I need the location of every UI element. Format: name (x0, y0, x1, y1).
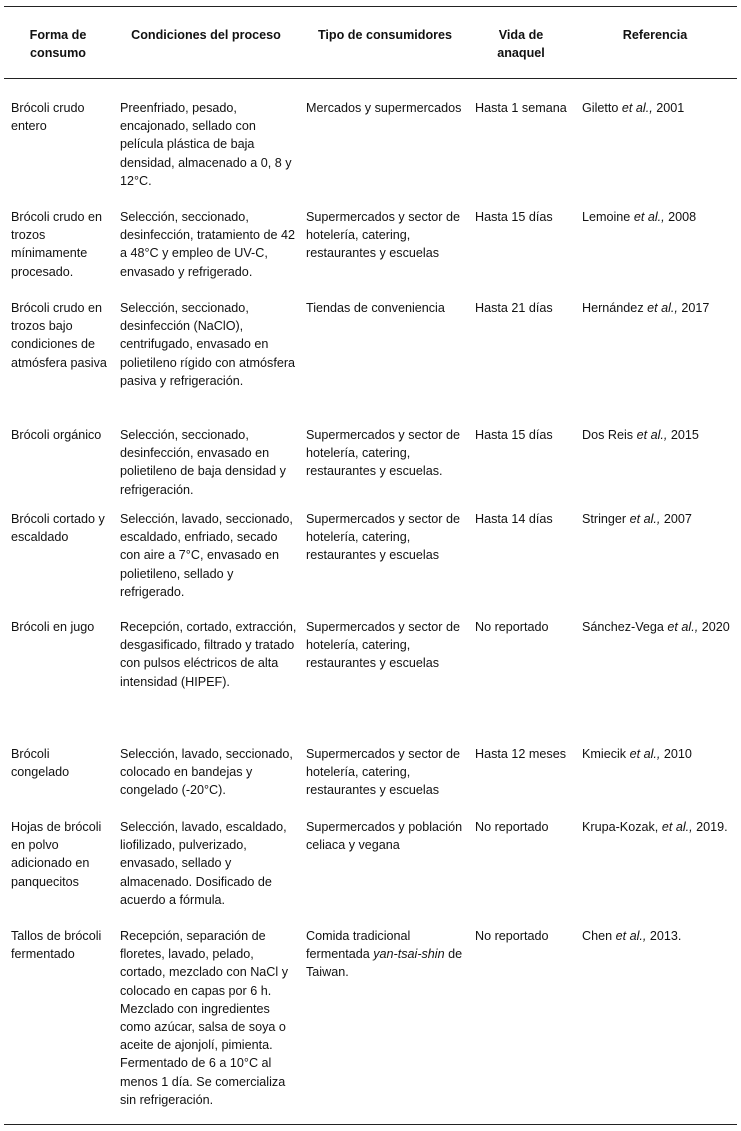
ref-year: 2008 (664, 210, 697, 224)
ref-author: Kmiecik (582, 747, 630, 761)
cell-forma: Brócoli crudo en trozos mínimamente procesado. (11, 210, 103, 279)
cell-consumidores: Tiendas de conveniencia (306, 301, 445, 315)
cell-referencia (582, 426, 737, 444)
bottom-rule (4, 1124, 737, 1125)
cell-referencia (582, 927, 737, 945)
cell-vida: No reportado (475, 929, 549, 943)
cell-vida: Hasta 14 días (475, 512, 553, 526)
ref-year: 2019. (692, 820, 728, 834)
cell-condiciones: Recepción, cortado, extracción, desgasificado, filtrado y tratado con pulsos eléctricos de alta intensidad (HIPEF). (120, 620, 297, 689)
ref-etal: et al., (629, 512, 661, 526)
cell-referencia (582, 510, 737, 528)
cell-consumidores: Supermercados y sector de hotelería, catering, restaurantes y escuelas (306, 747, 460, 798)
cell-referencia (582, 745, 737, 763)
header-vida: Vida de anaquel (497, 28, 545, 61)
cell-consumidores: Supermercados y sector de hotelería, catering, restaurantes y escuelas (306, 620, 460, 671)
cell-condiciones: Selección, seccionado, desinfección, tratamiento de 42 a 48°C y empleo de UV-C, envasado y refrigerado. (120, 210, 296, 279)
cell-consumidores: Supermercados y población celiaca y vegana (306, 820, 463, 853)
header-forma: Forma de consumo (29, 28, 87, 61)
ref-year: 2007 (660, 512, 692, 526)
header-condiciones: Condiciones del proceso (131, 28, 281, 42)
cell-condiciones: Selección, lavado, seccionado, colocado en bandejas y congelado (-20°C). (120, 747, 293, 798)
cell-vida: No reportado (475, 820, 549, 834)
ref-author: Hernández (582, 301, 648, 315)
cell-referencia (582, 818, 737, 836)
top-rule (4, 6, 737, 7)
ref-year: 2001 (652, 101, 685, 115)
ref-year: 2017 (677, 301, 710, 315)
cell-condiciones: Selección, lavado, seccionado, escaldado, enfriado, secado con aire a 7°C, envasado en polietileno, sellado y refrigerado. (120, 512, 293, 599)
header-consumidores: Tipo de consumidores (317, 28, 453, 42)
cell-referencia (582, 99, 737, 117)
header-rule (4, 78, 737, 79)
ref-author: Giletto (582, 101, 622, 115)
ref-year: 2020 (698, 620, 730, 634)
ref-year: 2013. (646, 929, 682, 943)
ref-author: Stringer (582, 512, 630, 526)
ref-etal: et al., (647, 301, 678, 315)
header-referencia: Referencia (622, 28, 688, 42)
cell-vida: Hasta 1 semana (475, 101, 567, 115)
consumidores-text: Comida tradicional fermentada (306, 929, 411, 962)
ref-author: Dos Reis (582, 428, 637, 442)
ref-author: Krupa-Kozak, (582, 820, 662, 834)
cell-vida: Hasta 12 meses (475, 747, 566, 761)
ref-author: Sánchez-Vega (582, 620, 668, 634)
ref-etal: et al., (636, 428, 668, 442)
cell-vida: Hasta 21 días (475, 301, 553, 315)
cell-vida: No reportado (475, 620, 549, 634)
cell-vida: Hasta 15 días (475, 210, 553, 224)
cell-forma: Brócoli crudo en trozos bajo condiciones de atmósfera pasiva (11, 301, 107, 370)
ref-etal: et al., (615, 929, 647, 943)
cell-consumidores: Mercados y supermercados (306, 101, 462, 115)
ref-etal: et al., (629, 747, 661, 761)
cell-forma: Brócoli cortado y escaldado (11, 512, 105, 545)
cell-forma: Tallos de brócoli fermentado (11, 929, 102, 962)
cell-forma: Brócoli en jugo (11, 620, 95, 634)
ref-etal: et al., (661, 820, 693, 834)
cell-vida: Hasta 15 días (475, 428, 553, 442)
cell-consumidores: Supermercados y sector de hotelería, catering, restaurantes y escuelas. (306, 428, 460, 479)
ref-etal: et al., (621, 101, 653, 115)
consumidores-italic: yan-tsai-shin (373, 947, 445, 962)
cell-referencia (582, 618, 737, 636)
ref-author: Chen (582, 929, 616, 943)
ref-etal: et al., (633, 210, 665, 224)
cell-condiciones: Selección, lavado, escaldado, liofilizado, pulverizado, envasado, sellado y almacenado. Dosificado de acuerdo a fórmula. (120, 820, 287, 907)
cell-referencia (582, 208, 737, 226)
cell-referencia (582, 299, 737, 317)
cell-condiciones: Selección, seccionado, desinfección, envasado en polietileno de baja densidad y refrigeración. (120, 428, 286, 497)
ref-etal: et al., (667, 620, 699, 634)
ref-year: 2010 (660, 747, 692, 761)
cell-forma: Brócoli orgánico (11, 428, 102, 442)
cell-forma: Brócoli congelado (11, 747, 70, 780)
cell-consumidores: Supermercados y sector de hotelería, catering, restaurantes y escuelas (306, 512, 460, 563)
cell-condiciones: Selección, seccionado, desinfección (NaClO), centrifugado, envasado en polietileno rígido con atmósfera pasiva y refrigeración. (120, 301, 296, 388)
cell-forma: Brócoli crudo entero (11, 101, 85, 134)
ref-author: Lemoine (582, 210, 634, 224)
consumidores-text-end: de Taiwan. (306, 947, 463, 980)
cell-condiciones: Recepción, separación de floretes, lavado, pelado, cortado, mezclado con NaCl y colocado en capas por 6 h. Mezclado con ingredientes como azúcar, salsa de soya o aceite de ajonjolí, pimienta. Fermentado de 6 a 10°C al menos 1 día. Se comercializa sin refrigeración. (120, 929, 288, 1107)
cell-condiciones: Preenfriado, pesado, encajonado, sellado con película plástica de baja densidad, almacenado a 0, 8 y 12°C. (120, 101, 292, 188)
ref-year: 2015 (667, 428, 699, 442)
cell-consumidores: Supermercados y sector de hotelería, catering, restaurantes y escuelas (306, 210, 460, 261)
cell-consumidores (306, 927, 472, 982)
cell-forma: Hojas de brócoli en polvo adicionado en panquecitos (11, 820, 102, 889)
